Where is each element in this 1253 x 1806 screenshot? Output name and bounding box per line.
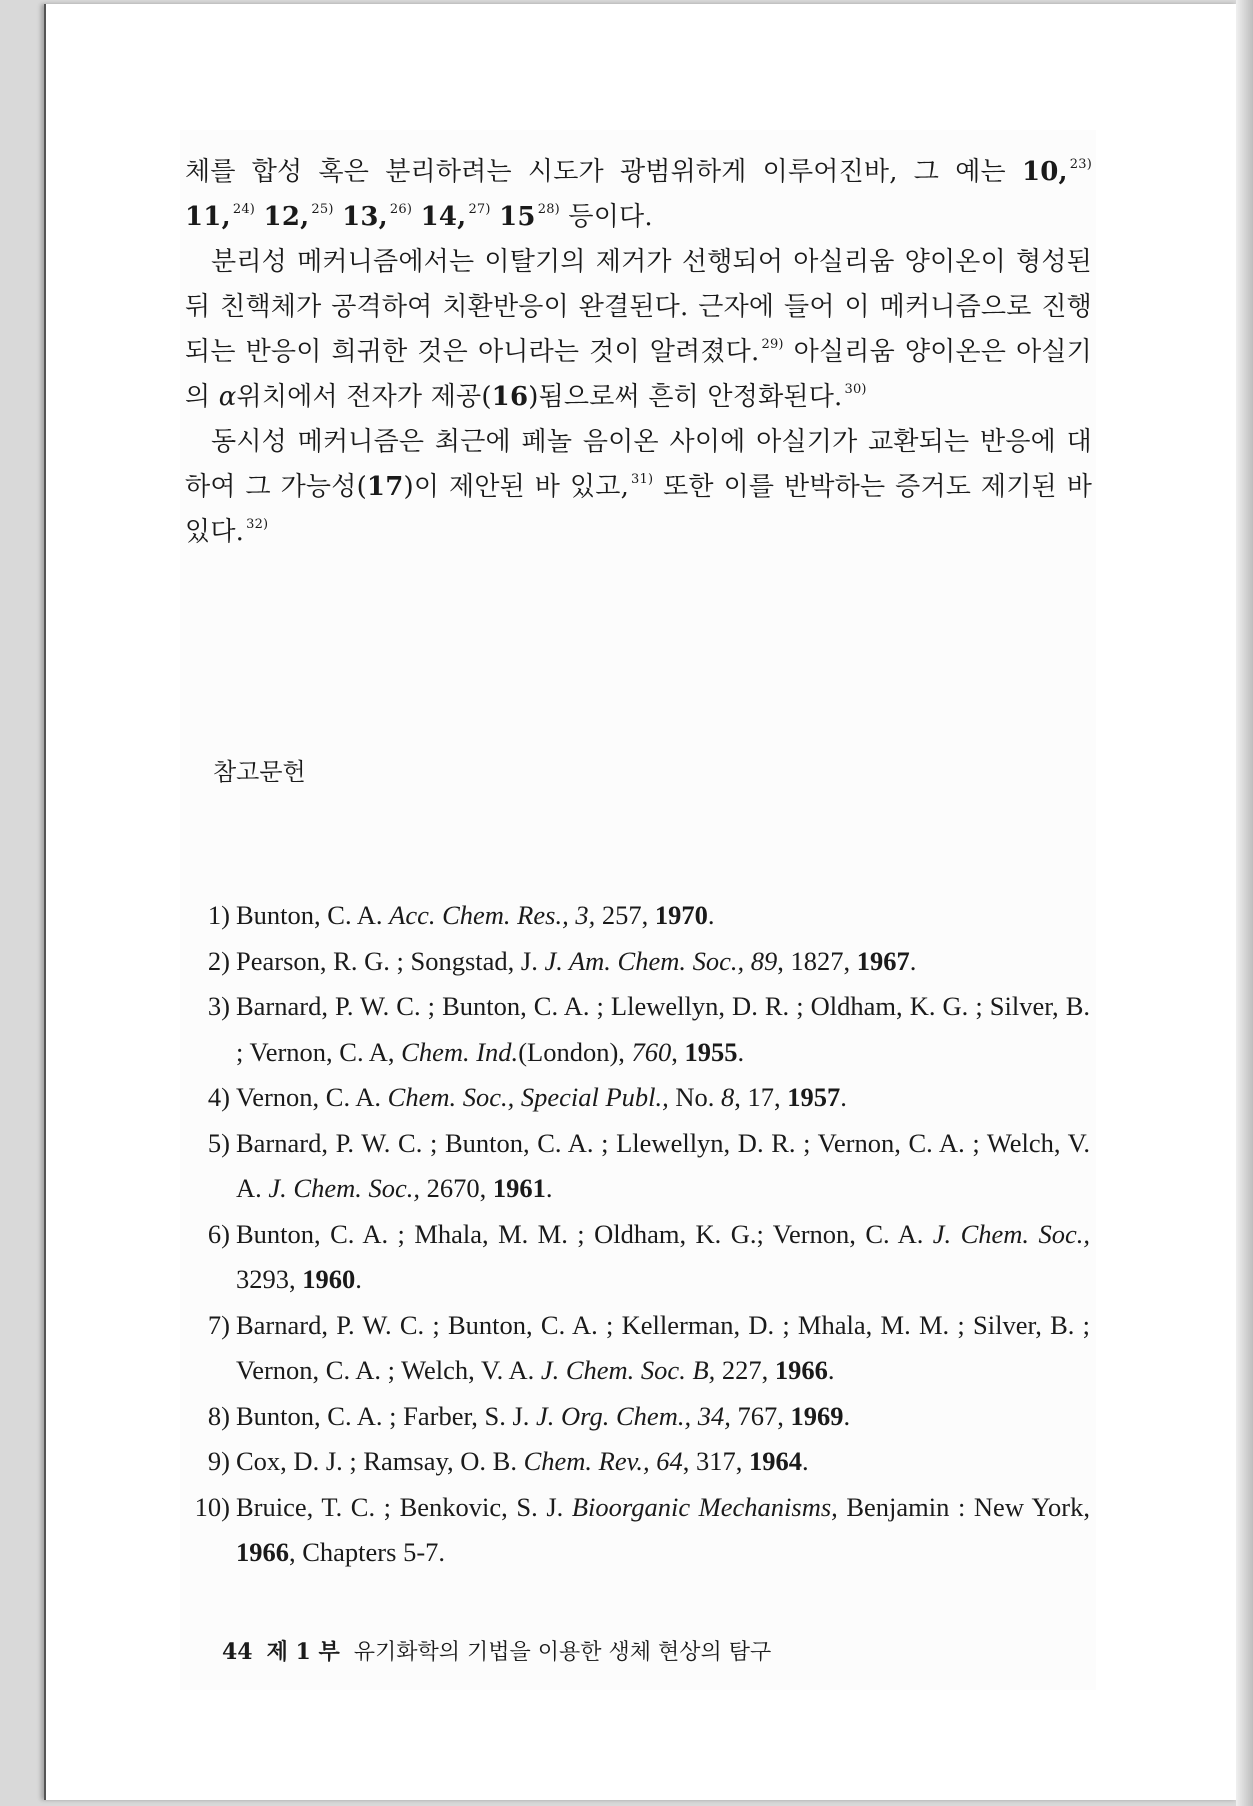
page-number: 44 — [222, 1639, 253, 1665]
journal: Chem. Rev., 64 — [523, 1446, 683, 1476]
year: 1966 — [236, 1537, 289, 1567]
compound-number: 10, — [1021, 157, 1068, 187]
text: 또한 이를 반박하는 증거도 제기된 바 있다. — [185, 472, 1093, 547]
suffix: , Chapters 5-7. — [289, 1537, 446, 1567]
citation: 26) — [389, 202, 413, 217]
reference-item — [190, 1121, 1090, 1212]
authors: Barnard, P. W. C. ; Bunton, C. A. ; Kellerman, D. ; Mhala, M. M. ; Silver, B. ; Vernon, C. A. ; Welch, V. A. — [236, 1309, 1090, 1385]
pages: , 17, — [734, 1082, 788, 1112]
reference-number: 6) — [207, 1218, 230, 1249]
authors: Cox, D. J. ; Ramsay, O. B. — [236, 1446, 524, 1476]
pages: 2670, — [420, 1173, 493, 1203]
text: 등이다. — [559, 202, 653, 232]
authors: Vernon, C. A. — [236, 1082, 388, 1112]
pages: , — [671, 1036, 685, 1067]
compound-number: 14, — [420, 202, 467, 232]
journal: Acc. Chem. Res., 3, — [389, 900, 596, 930]
suffix: . — [843, 1400, 851, 1431]
year: 1957 — [787, 1082, 841, 1112]
citation: 24) — [232, 202, 256, 217]
page-footer — [222, 1635, 785, 1666]
journal: J. Org. Chem., 34, — [536, 1400, 731, 1431]
paragraph-3 — [185, 420, 1092, 555]
reference-item — [190, 1075, 1090, 1121]
authors: Barnard, P. W. C. ; Bunton, C. A. ; Llewellyn, D. R. ; Oldham, K. G. ; Silver, B. ; Vernon, C. A, — [236, 991, 1090, 1067]
reference-item — [190, 984, 1090, 1075]
journal: Bioorganic Mechanisms, — [571, 1491, 838, 1522]
pages: 3293, — [236, 1264, 303, 1294]
compound-number: 13, — [342, 202, 388, 232]
reference-list — [190, 893, 1090, 1576]
authors: Barnard, P. W. C. ; Bunton, C. A. ; Llewellyn, D. R. ; Vernon, C. A. ; Welch, V. A. — [236, 1127, 1090, 1203]
authors: Bruice, T. C. ; Benkovic, S. J. — [236, 1491, 572, 1522]
reference-item — [190, 893, 1090, 939]
text: 위치에서 전자가 제공( — [236, 382, 492, 412]
authors: Pearson, R. G. ; Songstad, J. — [236, 945, 545, 976]
suffix: . — [909, 945, 917, 976]
suffix: . — [545, 1173, 553, 1203]
part-label: 제 1 부 — [266, 1639, 340, 1665]
reference-number: 8) — [207, 1400, 230, 1431]
citation: 27) — [468, 202, 491, 217]
text: )됨으로써 흔히 안정화된다. — [528, 382, 843, 412]
year: 1960 — [302, 1264, 356, 1294]
suffix: . — [355, 1264, 362, 1294]
authors: Bunton, C. A. ; Mhala, M. M. ; Oldham, K. G.; Vernon, C. A. — [236, 1218, 933, 1249]
reference-item — [190, 939, 1090, 985]
reference-number: 10) — [194, 1491, 230, 1522]
pages: , 317, — [682, 1446, 750, 1476]
authors: Bunton, C. A. — [236, 900, 390, 930]
citation: 30) — [844, 382, 867, 397]
compound-number: 15 — [499, 202, 536, 232]
reference-number: 3) — [207, 991, 230, 1021]
references-heading: 참고문헌 — [213, 758, 306, 786]
citation: 32) — [246, 517, 269, 532]
running-title: 유기화학의 기법을 이용한 생체 현상의 탐구 — [353, 1640, 772, 1665]
alpha-symbol: α — [218, 382, 237, 412]
pages: 227, — [715, 1355, 775, 1385]
pages: (London), — [518, 1036, 632, 1067]
citation: 31) — [631, 472, 654, 487]
suffix: . — [827, 1355, 835, 1385]
year: 1970 — [654, 900, 708, 930]
year: 1955 — [684, 1036, 738, 1067]
suffix: . — [737, 1036, 745, 1067]
volume: 760 — [631, 1036, 672, 1067]
journal: J. Chem. Soc. B, — [540, 1355, 716, 1385]
citation: 25) — [311, 202, 334, 217]
year: 1964 — [749, 1446, 803, 1476]
text: )이 제안된 바 있고, — [403, 472, 630, 502]
journal: Chem. Ind. — [401, 1036, 519, 1067]
paragraph-2 — [185, 240, 1092, 420]
suffix: . — [802, 1446, 809, 1476]
pages: No. — [668, 1082, 722, 1112]
pages: 257, — [595, 900, 655, 930]
reference-number: 1) — [207, 900, 230, 930]
citation: 28) — [537, 202, 560, 217]
journal: Chem. Soc., Special Publ., — [387, 1082, 669, 1112]
compound-number: 12, — [263, 202, 310, 232]
reference-number: 9) — [207, 1446, 230, 1476]
pages: Benjamin : New York, — [837, 1491, 1090, 1522]
reference-item — [190, 1439, 1090, 1485]
body-text — [185, 150, 1092, 555]
reference-item — [190, 1394, 1090, 1440]
suffix: . — [707, 900, 715, 930]
reference-number: 5) — [207, 1127, 230, 1158]
page-edge-shadow — [1236, 0, 1253, 1806]
pages: 767, — [730, 1400, 791, 1431]
reference-item — [190, 1212, 1090, 1303]
journal: J. Chem. Soc., — [932, 1218, 1090, 1249]
volume: 8 — [721, 1082, 735, 1112]
reference-item — [190, 1303, 1090, 1394]
reference-number: 4) — [207, 1082, 230, 1112]
citation: 23) — [1069, 157, 1092, 172]
suffix: . — [840, 1082, 847, 1112]
text: 동시성 메커니즘은 최근에 페놀 음이온 사이에 아실기가 교환되는 반응에 대하여 그 가능성( — [185, 427, 1092, 502]
journal: J. Am. Chem. Soc., 89 — [544, 945, 778, 976]
reference-number: 2) — [207, 945, 230, 976]
year: 1961 — [492, 1173, 546, 1203]
compound-number: 16 — [491, 382, 529, 412]
compound-number: 11, — [185, 202, 231, 232]
year: 1967 — [856, 945, 910, 976]
reference-item — [190, 1485, 1090, 1576]
journal: J. Chem. Soc., — [268, 1173, 420, 1203]
reference-number: 7) — [207, 1309, 230, 1340]
paragraph-1 — [185, 150, 1092, 240]
authors: Bunton, C. A. ; Farber, S. J. — [236, 1400, 537, 1431]
text: 분리성 메커니즘에서는 이탈기의 제거가 선행되어 아실리움 양이온이 형성된 뒤 친핵체가 공격하여 치환반응이 완결된다. 근자에 들어 이 메커니즘으로 진행되는 반응이 희귀한 것은 아니라는 것이 알려졌다. — [185, 247, 1092, 367]
text: 체를 합성 혹은 분리하려는 시도가 광범위하게 이루어진바, 그 예는 — [185, 157, 1022, 187]
year: 1966 — [774, 1355, 828, 1385]
year: 1969 — [790, 1400, 844, 1431]
pages: , 1827, — [777, 945, 857, 976]
compound-number: 17 — [366, 472, 404, 502]
text: 아실리움 양이온은 아실기의 — [185, 337, 1093, 412]
citation: 29) — [761, 337, 784, 352]
